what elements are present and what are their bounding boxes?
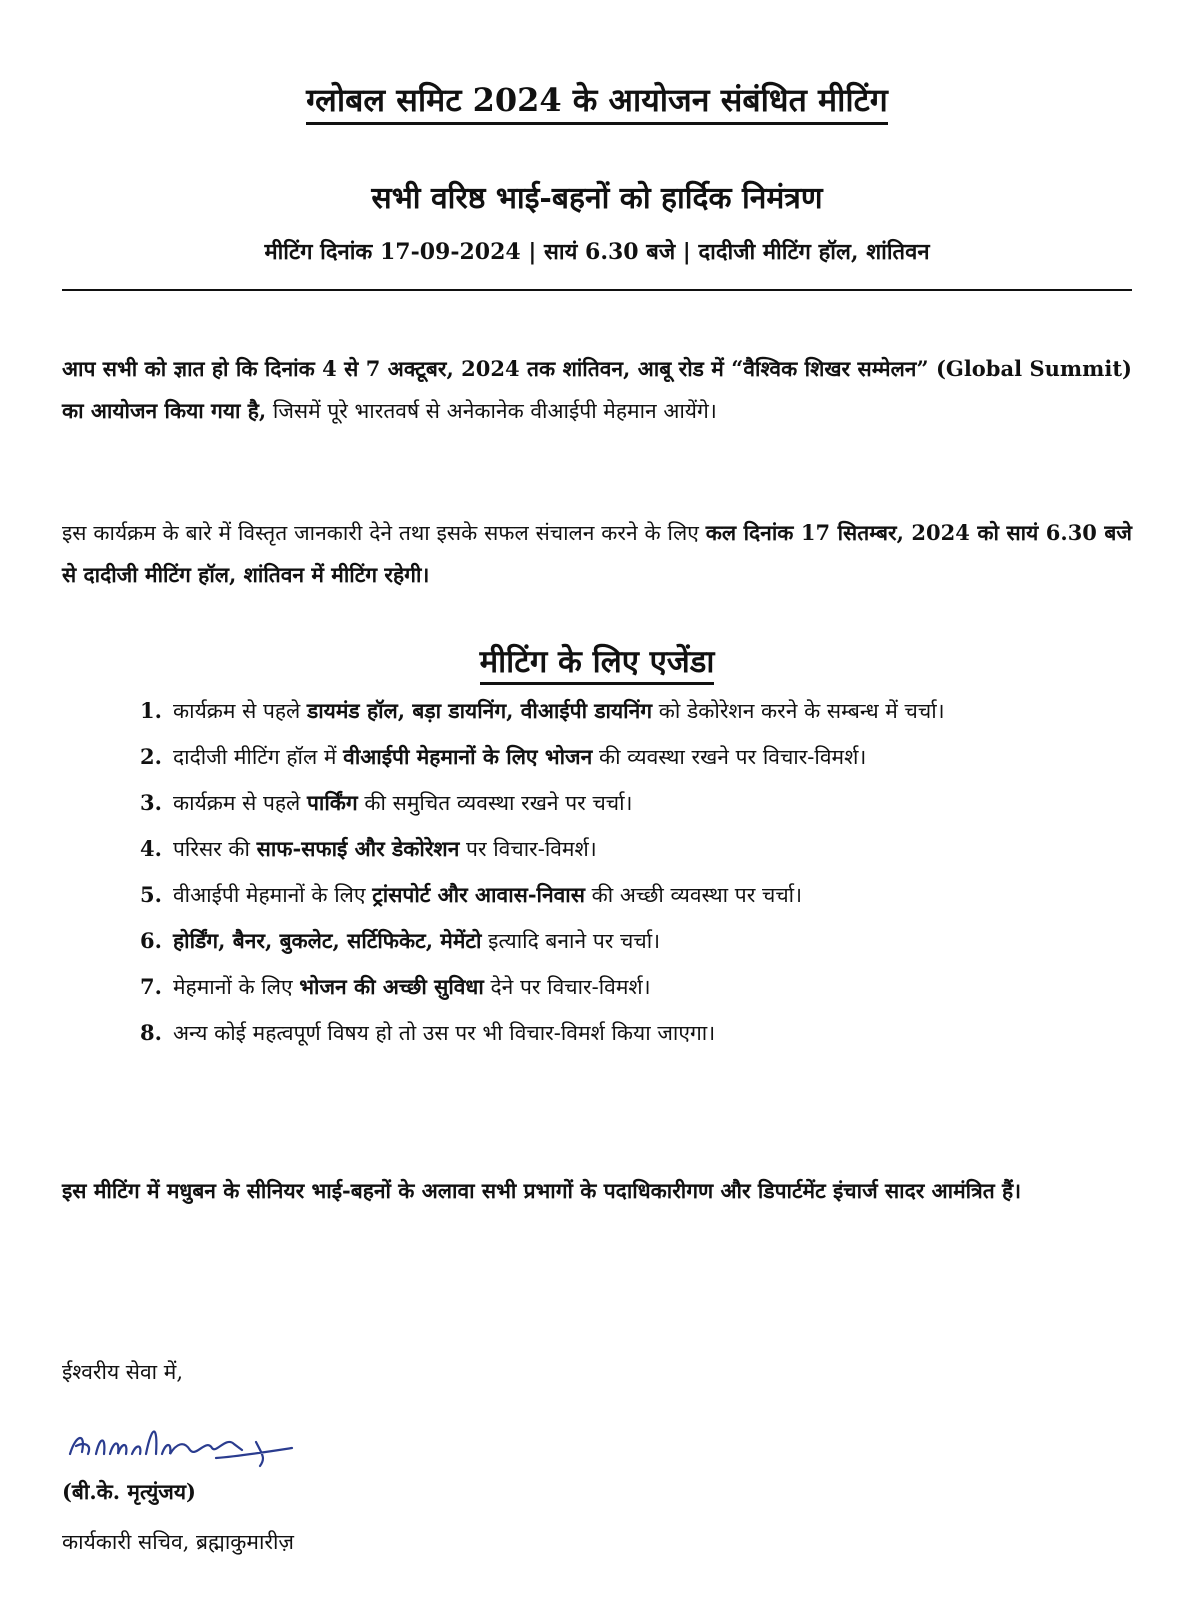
intro-paragraph-2-bold: कल दिनांक 17 सितम्बर, 2024 को सायं 6.30 बजे से दादीजी मीटिंग हॉल, शांतिवन में मीटिंग रहेगी। <box>62 520 1132 587</box>
agenda-item-text: अन्य कोई महत्वपूर्ण विषय हो तो उस पर भी विचार-विमर्श किया जाएगा। <box>173 1021 716 1045</box>
intro-paragraph-2-regular: इस कार्यक्रम के बारे में विस्तृत जानकारी देने तथा इसके सफल संचालन करने के लिए <box>62 521 706 545</box>
closing-paragraph: इस मीटिंग में मधुबन के सीनियर भाई-बहनों के अलावा सभी प्रभागों के पदाधिकारीगण और डिपार्टमेंट इंचार्ज सादर आमंत्रित हैं। <box>62 1178 1022 1203</box>
meeting-details: मीटिंग दिनांक 17-09-2024 | सायं 6.30 बजे | दादीजी मीटिंग हॉल, शांतिवन <box>264 239 930 265</box>
agenda-item <box>140 920 1132 962</box>
agenda-item-text: मेहमानों के लिए <box>173 975 300 999</box>
agenda-item <box>140 966 1132 1008</box>
agenda-item <box>140 690 1132 732</box>
signature-image <box>66 1414 296 1474</box>
agenda-item-highlight: भोजन की अच्छी सुविधा <box>299 974 484 999</box>
agenda-item-number: 4. <box>140 836 162 861</box>
intro-paragraph-2 <box>62 512 1132 596</box>
agenda-item-number: 2. <box>140 744 162 769</box>
agenda-item <box>140 736 1132 778</box>
agenda-item <box>140 828 1132 870</box>
agenda-item-text-end: पर विचार-विमर्श। <box>459 837 597 861</box>
agenda-item-highlight: ट्रांसपोर्ट और आवास-निवास <box>372 882 585 907</box>
agenda-item-number: 7. <box>140 974 162 999</box>
agenda-item-text-end: देने पर विचार-विमर्श। <box>483 975 651 999</box>
agenda-item-number: 3. <box>140 790 162 815</box>
agenda-item-text-end: की अच्छी व्यवस्था पर चर्चा। <box>584 883 803 907</box>
agenda-item-text: वीआईपी मेहमानों के लिए <box>173 883 373 907</box>
agenda-item-highlight: साफ-सफाई और डेकोरेशन <box>256 836 460 861</box>
intro-paragraph-1 <box>62 348 1132 432</box>
agenda-list <box>140 690 1132 1058</box>
agenda-item-text-end: की समुचित व्यवस्था रखने पर चर्चा। <box>357 791 633 815</box>
agenda-item-text-end: इत्यादि बनाने पर चर्चा। <box>481 929 661 953</box>
agenda-item-text: परिसर की <box>173 837 257 861</box>
agenda-item <box>140 874 1132 916</box>
agenda-item-highlight: पार्किंग <box>306 790 358 815</box>
invitation-subtitle: सभी वरिष्ठ भाई-बहनों को हार्दिक निमंत्रण <box>371 181 823 216</box>
agenda-item-text: कार्यक्रम से पहले <box>173 791 307 815</box>
agenda-item-number: 5. <box>140 882 162 907</box>
agenda-item <box>140 782 1132 824</box>
agenda-item-highlight: होर्डिंग, बैनर, बुकलेट, सर्टिफिकेट, मेमेंटो <box>173 928 482 953</box>
header-divider <box>62 289 1132 291</box>
agenda-item-text: दादीजी मीटिंग हॉल में <box>173 745 344 769</box>
agenda-item-text-end: को डेकोरेशन करने के सम्बन्ध में चर्चा। <box>652 699 945 723</box>
agenda-item-text-end: की व्यवस्था रखने पर विचार-विमर्श। <box>592 745 867 769</box>
document-title-text: ग्लोबल समिट 2024 के आयोजन संबंधित मीटिंग <box>306 81 888 125</box>
agenda-heading-text: मीटिंग के लिए एजेंडा <box>480 644 715 685</box>
agenda-item-number: 8. <box>140 1020 162 1045</box>
intro-paragraph-1-bold: आप सभी को ज्ञात हो कि दिनांक 4 से 7 अक्टूबर, 2024 तक शांतिवन, आबू रोड में “वैश्विक शिखर सम्मेलन” (Global Summit) का आयोजन किया गया है, <box>62 356 1132 423</box>
agenda-item-number: 1. <box>140 698 162 723</box>
signer-name: (बी.के. मृत्युंजय) <box>62 1479 196 1504</box>
agenda-item-highlight: डायमंड हॉल, बड़ा डायनिंग, वीआईपी डायनिंग <box>306 698 653 723</box>
agenda-item-text: कार्यक्रम से पहले <box>173 699 307 723</box>
salutation: ईश्वरीय सेवा में, <box>62 1360 184 1384</box>
agenda-item-number: 6. <box>140 928 162 953</box>
signer-designation: कार्यकारी सचिव, ब्रह्माकुमारीज़ <box>62 1530 294 1554</box>
document-title <box>0 78 1194 121</box>
intro-paragraph-1-regular: जिसमें पूरे भारतवर्ष से अनेकानेक वीआईपी मेहमान आयेंगे। <box>266 399 717 423</box>
agenda-item <box>140 1012 1132 1054</box>
agenda-heading <box>0 640 1194 682</box>
agenda-item-highlight: वीआईपी मेहमानों के लिए भोजन <box>343 744 593 769</box>
